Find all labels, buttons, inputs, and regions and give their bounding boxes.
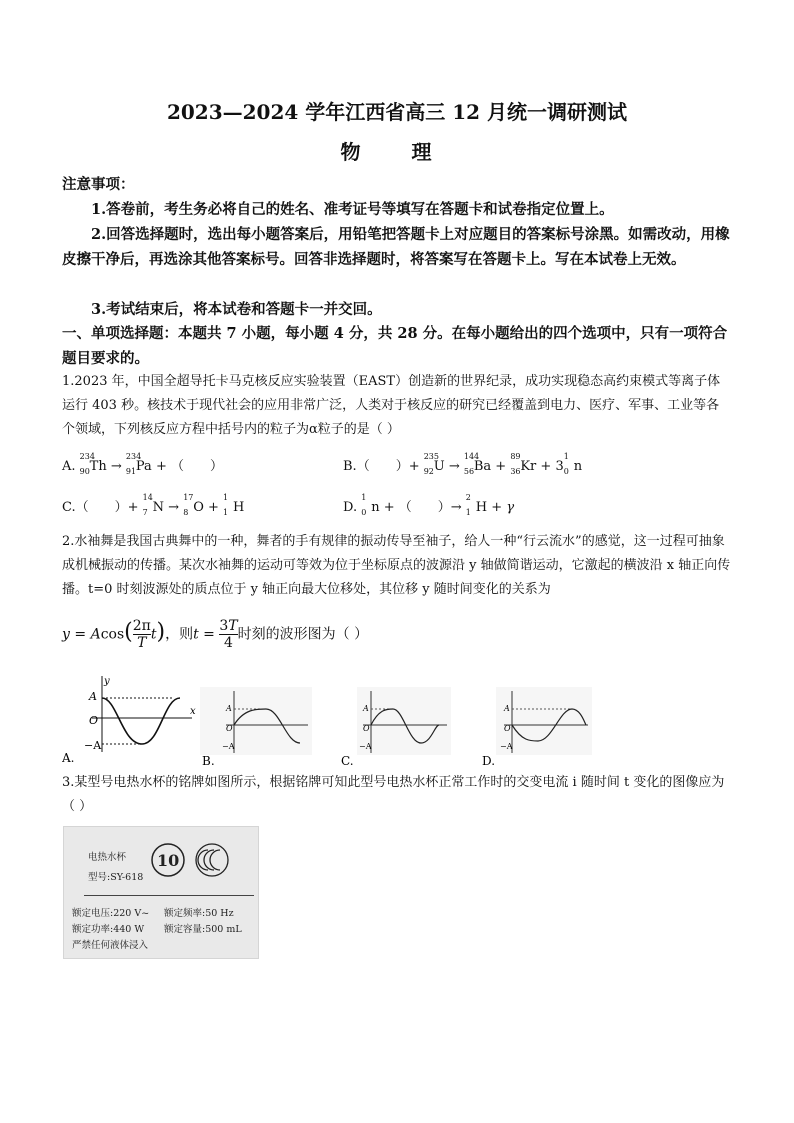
q2-formula-end: 时刻的波形图为（ ） [237, 626, 369, 643]
svg-text:−A: −A [500, 742, 513, 751]
question-3-stem: 3.某型号电热水杯的铭牌如图所示，根据铭牌可知此型号电热水杯正常工作时的交变电流 i 随时间 t 变化的图像应为（ ） [62, 775, 725, 814]
plate-capacity: 额定容量:500 mL [164, 924, 242, 935]
q1-option-b: B.（ ）+ 235 92 U → 144 56 Ba + 89 36 Kr + 3 1 0 n [343, 452, 583, 476]
q1-option-c: C.（ ）+ 14 7 N → 17 8 O + 1 1 H [62, 493, 245, 517]
plate-badge: 10 [157, 851, 180, 870]
svg-text:O: O [226, 724, 233, 733]
notice-heading: 注意事项： [62, 176, 135, 193]
option-label: A. [62, 459, 76, 474]
notice-item-2: 2.回答选择题时，选出每小题答案后，用铅笔把答题卡上对应题目的答案标号涂黑。如需改动，用橡皮擦干净后，再选涂其他答案标号。回答非选择题时，将答案写在答题卡上。写在本试卷上无效。 [62, 226, 730, 268]
svg-text:y: y [104, 676, 110, 687]
option-label: B. [343, 459, 357, 474]
plate-name: 电热水杯 [88, 852, 127, 863]
q1-option-a: A. 234 90 Th → 234 91 Pa + （ ） [62, 452, 223, 476]
svg-text:A: A [89, 690, 97, 703]
svg-text:O: O [363, 724, 370, 733]
q1-option-d: D. 1 0 n + （ ）→ 2 1 H + γ [343, 493, 515, 517]
certification-icon [146, 839, 246, 881]
nameplate-image [63, 826, 259, 959]
q2-graph-a [62, 672, 198, 764]
notice-item-3: 3.考试结束后，将本试卷和答题卡一并交回。 [91, 301, 382, 318]
plate-power: 额定功率:440 W [72, 924, 145, 935]
q2-formula-tail: ，则 [165, 626, 194, 643]
q2-formula: y = Acos( $\frac{2\pi}{T}$ t)，则t = $\frac{3T}{4}$ 时刻的波形图为（ ） [62, 618, 369, 651]
plate-voltage: 额定电压:220 V~ [72, 908, 150, 919]
q2-graph-d [480, 687, 592, 767]
graph-label: B. [202, 754, 215, 767]
svg-text:−A: −A [84, 739, 102, 752]
section-heading: 一、单项选择题：本题共 7 小题，每小题 4 分，共 28 分。在每小题给出的四个选项中，只有一项符合题目要求的。 [62, 325, 728, 367]
exam-title: 2023—2024 学年江西省高三 12 月统一调研测试 [166, 100, 628, 124]
subject-title: 物 理 [340, 140, 454, 164]
graph-label: D. [482, 754, 496, 767]
graph-label: C. [341, 754, 354, 767]
svg-text:A: A [363, 704, 369, 713]
svg-text:A: A [226, 704, 232, 713]
svg-text:−A: −A [359, 742, 372, 751]
plate-frequency: 额定频率:50 Hz [164, 908, 234, 919]
plate-model: 型号:SY-618 [88, 872, 144, 883]
q2-graph-b [200, 687, 312, 767]
graph-label: A. [62, 751, 75, 764]
svg-text:−A: −A [222, 742, 235, 751]
question-2-stem: 2.水袖舞是我国古典舞中的一种，舞者的手有规律的振动传导至袖子，给人一种“行云流水”的感觉，这一过程可抽象成机械振动的传播。某次水袖舞的运动可等效为位于坐标原点的波源沿 y 轴做简谐运动，它激起的横波沿 x 轴正向传播。t=0 时刻波源处的质点位于 y 轴正向最大位移处，其位移 y 随时间变化的关系为 [62, 534, 731, 597]
q2-graph-c [339, 687, 451, 767]
question-1-stem: 1.2023 年，中国全超导托卡马克核反应实验装置（EAST）创造新的世界纪录，成功实现稳态高约束模式等离子体运行 403 秒。核技术于现代社会的应用非常广泛，人类对于核反应的研究已经覆盖到电力、医疗、军事、工业等各个领域，下列核反应方程中括号内的粒子为α粒子的是（ ） [62, 374, 721, 437]
option-label: C. [62, 500, 76, 515]
svg-text:x: x [190, 706, 196, 717]
svg-text:O: O [504, 724, 511, 733]
svg-text:O: O [89, 714, 99, 727]
svg-text:A: A [504, 704, 510, 713]
notice-item-1: 1.答卷前，考生务必将自己的姓名、准考证号等填写在答题卡和试卷指定位置上。 [91, 201, 614, 218]
plate-warning: 严禁任何液体浸入 [72, 940, 149, 951]
option-label: D. [343, 500, 358, 515]
